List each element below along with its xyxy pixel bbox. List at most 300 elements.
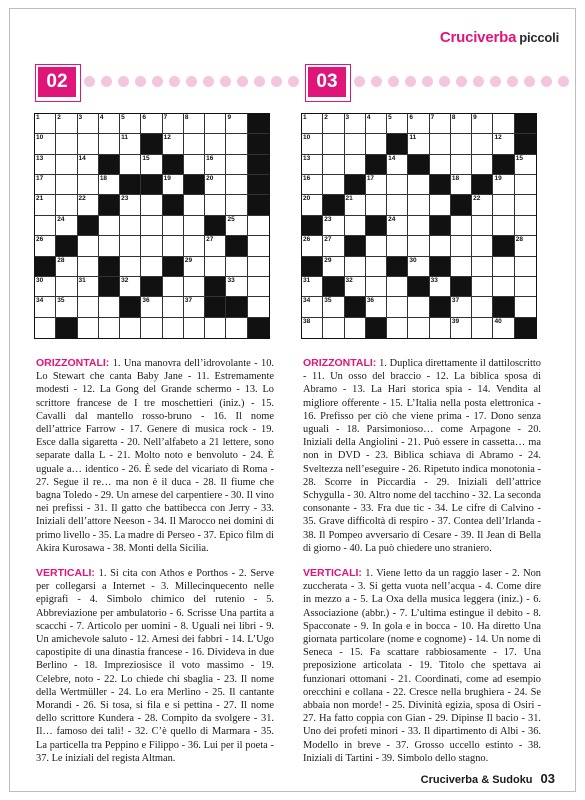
grid-cell[interactable] [141, 216, 162, 236]
dot-icon [456, 76, 467, 87]
clue-number: 19 [494, 175, 502, 183]
grid-cell[interactable] [35, 155, 56, 175]
black-square [366, 216, 387, 236]
grid-cell[interactable] [205, 155, 226, 175]
clue-number: 37 [184, 297, 193, 305]
grid-cell[interactable] [515, 297, 536, 317]
puzzle-number-badge: 02 [38, 67, 76, 97]
clue-number: 13 [303, 154, 311, 162]
clue-number: 29 [184, 256, 193, 264]
grid-cell[interactable] [163, 114, 184, 134]
grid-cell[interactable] [226, 134, 247, 154]
grid-cell[interactable] [120, 257, 141, 277]
grid-cell[interactable] [56, 195, 77, 215]
grid-cell[interactable] [205, 236, 226, 256]
grid-cell[interactable] [78, 297, 99, 317]
grid-cell[interactable] [78, 257, 99, 277]
grid-cell[interactable] [141, 114, 162, 134]
down-heading: VERTICALI: [303, 567, 362, 580]
dot-icon [169, 76, 180, 87]
grid-cell[interactable] [302, 195, 323, 215]
grid-cell[interactable] [302, 236, 323, 256]
grid-cell[interactable] [515, 277, 536, 297]
grid-cell[interactable] [345, 318, 366, 338]
dot-icon [84, 76, 95, 87]
grid-cell[interactable] [515, 257, 536, 277]
clue-number: 17 [366, 175, 375, 183]
grid-cell[interactable] [387, 195, 408, 215]
grid-cell[interactable] [515, 155, 536, 175]
grid-cell[interactable] [345, 277, 366, 297]
grid-cell[interactable] [248, 236, 269, 256]
grid-cell[interactable] [408, 236, 429, 256]
clue-number: 2 [324, 114, 328, 121]
grid-cell[interactable] [387, 297, 408, 317]
black-square [408, 155, 429, 175]
grid-cell[interactable] [56, 114, 77, 134]
grid-cell[interactable] [472, 277, 493, 297]
grid-cell[interactable] [120, 155, 141, 175]
grid-cell[interactable] [493, 216, 514, 236]
grid-cell[interactable] [205, 134, 226, 154]
grid-cell[interactable] [493, 134, 514, 154]
clue-number: 5 [388, 114, 392, 121]
grid-cell[interactable] [120, 195, 141, 215]
black-square [515, 318, 536, 338]
grid-cell[interactable] [472, 236, 493, 256]
dot-icon [439, 76, 450, 87]
grid-cell[interactable] [323, 155, 344, 175]
black-square [99, 277, 120, 297]
grid-cell[interactable] [184, 236, 205, 256]
grid-cell[interactable] [387, 155, 408, 175]
grid-cell[interactable] [35, 195, 56, 215]
grid-cell[interactable] [345, 114, 366, 134]
clue-number: 15 [142, 154, 150, 162]
grid-cell[interactable] [323, 236, 344, 256]
grid-cell[interactable] [56, 134, 77, 154]
black-square [366, 155, 387, 175]
black-square [493, 236, 514, 256]
black-square [323, 195, 344, 215]
grid-cell[interactable] [408, 297, 429, 317]
clue-number: 37 [451, 297, 460, 305]
grid-cell[interactable] [451, 318, 472, 338]
grid-cell[interactable] [430, 155, 451, 175]
grid-cell[interactable] [323, 297, 344, 317]
grid-cell[interactable] [226, 175, 247, 195]
black-square [248, 195, 269, 215]
clue-number: 25 [227, 215, 235, 223]
grid-cell[interactable] [515, 195, 536, 215]
grid-cell[interactable] [99, 175, 120, 195]
grid-cell[interactable] [163, 175, 184, 195]
dot-icon [507, 76, 518, 87]
grid-cell[interactable] [78, 236, 99, 256]
grid-cell[interactable] [302, 155, 323, 175]
grid-cell[interactable] [345, 195, 366, 215]
across-clues [303, 357, 541, 555]
grid-cell[interactable] [323, 257, 344, 277]
dot-icon [135, 76, 146, 87]
grid-cell[interactable] [163, 318, 184, 338]
black-square [248, 114, 269, 134]
grid-cell[interactable] [56, 216, 77, 236]
clue-number: 28 [515, 236, 523, 244]
grid-cell[interactable] [366, 257, 387, 277]
clue-number: 22 [473, 195, 481, 203]
dot-icon [254, 76, 265, 87]
grid-cell[interactable] [141, 257, 162, 277]
grid-cell[interactable] [387, 114, 408, 134]
clue-number: 4 [99, 114, 104, 121]
grid-cell[interactable] [184, 216, 205, 236]
black-square [120, 175, 141, 195]
grid-cell[interactable] [120, 277, 141, 297]
grid-cell[interactable] [141, 297, 162, 317]
grid-cell[interactable] [323, 175, 344, 195]
clue-number: 10 [36, 134, 44, 142]
grid-cell[interactable] [493, 318, 514, 338]
grid-cell[interactable] [226, 114, 247, 134]
clue-number: 21 [36, 195, 44, 203]
grid-cell[interactable] [408, 257, 429, 277]
clue-number: 30 [409, 256, 417, 264]
grid-cell[interactable] [56, 297, 77, 317]
grid-cell[interactable] [141, 318, 162, 338]
clue-number: 15 [515, 154, 523, 162]
clue-number: 26 [303, 236, 311, 244]
grid-cell[interactable] [366, 277, 387, 297]
grid-cell[interactable] [248, 277, 269, 297]
clue-number: 1 [303, 114, 307, 121]
black-square [451, 195, 472, 215]
grid-cell[interactable] [248, 216, 269, 236]
grid-cell[interactable] [78, 134, 99, 154]
down-clues [303, 567, 541, 765]
down-clues [36, 567, 274, 765]
down-text: 1. Viene letto da un raggio laser - 2. Non zuccherata - 3. Si getta vuota nell’acqua - 4. Come dire in mezzo a - 5. La Oxa della musica leggera (iniz.) - 6. Associazione (abbr.) - 7. L’ultima estingue il debito - 8. Spacconate - 9. In gola e in bocca - 10. Ha diretto Una giornata particolare (nome e cognome) - 14. Un nome di Seneca - 15. Fa scattare rabbiosamente - 17. Una preposizione articolata - 19. Titolo che spettava ai funzionari ottomani - 21. Coordinati, come ad esempio orecchini e collana - 22. Cresce nella brughiera - 24. Se abbaia non morde! - 25. Divinità egizia, sposa di Osiri - 27. Ha fatto coppia con Gian - 29. Dipinse Il bacio - 31. Uno dei profeti minori - 33. Il dipartimento di Albi - 36. Modello in breve - 37. Grosso uccello estinto - 38. Iniziali di Tartini - 39. Simbolo dello stagno. [303, 568, 541, 764]
grid-cell[interactable] [493, 114, 514, 134]
grid-cell[interactable] [451, 155, 472, 175]
grid-cell[interactable] [430, 114, 451, 134]
grid-cell[interactable] [184, 155, 205, 175]
grid-cell[interactable] [99, 318, 120, 338]
grid-cell[interactable] [493, 257, 514, 277]
grid-cell[interactable] [184, 195, 205, 215]
clue-number: 1 [36, 114, 40, 121]
grid-cell[interactable] [184, 114, 205, 134]
decorative-dots [354, 76, 569, 88]
grid-cell[interactable] [35, 134, 56, 154]
grid-cell[interactable] [302, 175, 323, 195]
clue-number: 29 [324, 256, 332, 264]
black-square [78, 216, 99, 236]
grid-cell[interactable] [35, 216, 56, 236]
black-square [141, 134, 162, 154]
grid-cell[interactable] [120, 134, 141, 154]
grid-cell[interactable] [226, 195, 247, 215]
grid-cell[interactable] [78, 195, 99, 215]
clue-number: 14 [78, 154, 86, 162]
grid-cell[interactable] [184, 134, 205, 154]
grid-cell[interactable] [515, 216, 536, 236]
grid-cell[interactable] [472, 216, 493, 236]
grid-cell[interactable] [451, 297, 472, 317]
grid-cell[interactable] [387, 277, 408, 297]
grid-cell[interactable] [226, 216, 247, 236]
black-square [302, 216, 323, 236]
grid-cell[interactable] [163, 297, 184, 317]
clue-number: 16 [303, 175, 311, 183]
black-square [163, 257, 184, 277]
grid-cell[interactable] [387, 236, 408, 256]
black-square [302, 257, 323, 277]
clue-number: 18 [451, 175, 460, 183]
clue-number: 12 [494, 134, 502, 142]
grid-cell[interactable] [387, 175, 408, 195]
clue-number: 24 [388, 215, 396, 223]
dot-icon [371, 76, 382, 87]
crossword-grid[interactable] [301, 113, 537, 339]
grid-cell[interactable] [472, 257, 493, 277]
dot-icon [237, 76, 248, 87]
grid-cell[interactable] [35, 318, 56, 338]
clue-number: 4 [366, 114, 371, 121]
black-square [226, 297, 247, 317]
grid-cell[interactable] [323, 318, 344, 338]
across-heading: ORIZZONTALI: [36, 357, 110, 369]
grid-cell[interactable] [35, 277, 56, 297]
grid-cell[interactable] [430, 277, 451, 297]
grid-cell[interactable] [163, 236, 184, 256]
grid-cell[interactable] [323, 114, 344, 134]
grid-cell[interactable] [472, 134, 493, 154]
grid-cell[interactable] [184, 318, 205, 338]
grid-cell[interactable] [163, 134, 184, 154]
grid-cell[interactable] [387, 318, 408, 338]
clue-number: 11 [409, 134, 417, 142]
clue-number: 30 [36, 276, 44, 284]
page-frame [9, 8, 576, 792]
grid-cell[interactable] [408, 175, 429, 195]
magazine-brand: Cruciverba [439, 29, 517, 46]
grid-cell[interactable] [35, 236, 56, 256]
black-square [184, 175, 205, 195]
dot-icon [473, 76, 484, 87]
grid-cell[interactable] [345, 216, 366, 236]
grid-cell[interactable] [184, 297, 205, 317]
grid-cell[interactable] [99, 297, 120, 317]
clue-number: 5 [121, 114, 125, 121]
grid-cell[interactable] [35, 114, 56, 134]
grid-cell[interactable] [408, 114, 429, 134]
grid-cell[interactable] [302, 114, 323, 134]
clue-number: 18 [99, 175, 108, 183]
clue-number: 39 [451, 317, 460, 325]
grid-cell[interactable] [78, 155, 99, 175]
grid-cell[interactable] [493, 175, 514, 195]
grid-cell[interactable] [302, 297, 323, 317]
grid-cell[interactable] [451, 114, 472, 134]
grid-cell[interactable] [141, 155, 162, 175]
grid-cell[interactable] [366, 236, 387, 256]
grid-cell[interactable] [226, 277, 247, 297]
grid-cell[interactable] [302, 318, 323, 338]
dot-icon [524, 76, 535, 87]
grid-cell[interactable] [205, 175, 226, 195]
grid-cell[interactable] [226, 318, 247, 338]
black-square [120, 297, 141, 317]
black-square [345, 175, 366, 195]
grid-cell[interactable] [366, 175, 387, 195]
grid-cell[interactable] [430, 236, 451, 256]
black-square [248, 155, 269, 175]
grid-cell[interactable] [451, 134, 472, 154]
grid-cell[interactable] [408, 216, 429, 236]
grid-cell[interactable] [205, 114, 226, 134]
clue-number: 9 [473, 114, 477, 121]
black-square [323, 277, 344, 297]
grid-cell[interactable] [387, 216, 408, 236]
clue-number: 32 [121, 276, 129, 284]
puzzle-number-badge: 03 [308, 67, 346, 97]
grid-cell[interactable] [56, 277, 77, 297]
black-square [430, 257, 451, 277]
grid-cell[interactable] [408, 195, 429, 215]
crossword-grid[interactable] [34, 113, 270, 339]
clue-number: 32 [345, 276, 353, 284]
grid-cell[interactable] [205, 257, 226, 277]
grid-cell[interactable] [78, 318, 99, 338]
clue-number: 8 [184, 114, 189, 121]
clue-number: 6 [409, 114, 413, 121]
grid-cell[interactable] [515, 175, 536, 195]
grid-cell[interactable] [226, 155, 247, 175]
clue-number: 24 [57, 215, 65, 223]
grid-cell[interactable] [366, 134, 387, 154]
grid-cell[interactable] [78, 277, 99, 297]
grid-cell[interactable] [472, 114, 493, 134]
grid-cell[interactable] [163, 277, 184, 297]
dot-icon [541, 76, 552, 87]
black-square [226, 236, 247, 256]
grid-cell[interactable] [141, 195, 162, 215]
clue-number: 33 [227, 276, 235, 284]
grid-cell[interactable] [99, 114, 120, 134]
clue-number: 8 [451, 114, 456, 121]
grid-cell[interactable] [184, 277, 205, 297]
grid-cell[interactable] [226, 257, 247, 277]
clue-number: 21 [345, 195, 353, 203]
clue-number: 16 [206, 154, 214, 162]
clue-number: 23 [324, 215, 332, 223]
grid-cell[interactable] [56, 155, 77, 175]
grid-cell[interactable] [430, 318, 451, 338]
grid-cell[interactable] [515, 236, 536, 256]
clue-number: 31 [303, 276, 311, 284]
black-square [163, 155, 184, 175]
dot-icon [186, 76, 197, 87]
grid-cell[interactable] [472, 297, 493, 317]
page-number: 03 [540, 771, 555, 786]
grid-cell[interactable] [99, 236, 120, 256]
grid-cell[interactable] [408, 134, 429, 154]
grid-cell[interactable] [472, 195, 493, 215]
clue-number: 6 [142, 114, 146, 121]
grid-cell[interactable] [430, 195, 451, 215]
grid-cell[interactable] [323, 134, 344, 154]
grid-cell[interactable] [366, 297, 387, 317]
black-square [515, 134, 536, 154]
grid-cell[interactable] [78, 175, 99, 195]
grid-cell[interactable] [408, 318, 429, 338]
clue-number: 9 [227, 114, 232, 121]
grid-cell[interactable] [430, 134, 451, 154]
grid-cell[interactable] [78, 114, 99, 134]
grid-cell[interactable] [345, 134, 366, 154]
dot-icon [354, 76, 365, 87]
grid-cell[interactable] [99, 216, 120, 236]
grid-cell[interactable] [99, 134, 120, 154]
grid-cell[interactable] [184, 257, 205, 277]
clue-number: 17 [36, 175, 44, 183]
black-square [248, 318, 269, 338]
grid-cell[interactable] [302, 277, 323, 297]
black-square [35, 257, 56, 277]
grid-cell[interactable] [345, 257, 366, 277]
footer-label: Cruciverba & Sudoku [420, 774, 533, 786]
black-square [345, 236, 366, 256]
grid-cell[interactable] [345, 155, 366, 175]
grid-cell[interactable] [141, 236, 162, 256]
grid-cell[interactable] [366, 195, 387, 215]
grid-cell[interactable] [493, 277, 514, 297]
grid-cell[interactable] [472, 318, 493, 338]
grid-cell[interactable] [35, 175, 56, 195]
magazine-title [440, 29, 559, 46]
grid-cell[interactable] [451, 236, 472, 256]
clue-number: 31 [78, 276, 86, 284]
grid-cell[interactable] [56, 175, 77, 195]
clue-number: 35 [324, 297, 332, 305]
black-square [515, 114, 536, 134]
magazine-subtitle: piccoli [519, 30, 559, 45]
grid-cell[interactable] [120, 236, 141, 256]
clue-number: 27 [324, 236, 332, 244]
grid-cell[interactable] [302, 134, 323, 154]
grid-cell[interactable] [472, 155, 493, 175]
grid-cell[interactable] [248, 297, 269, 317]
grid-cell[interactable] [120, 216, 141, 236]
grid-cell[interactable] [248, 257, 269, 277]
grid-cell[interactable] [451, 216, 472, 236]
grid-cell[interactable] [451, 175, 472, 195]
grid-cell[interactable] [56, 257, 77, 277]
grid-cell[interactable] [493, 195, 514, 215]
grid-cell[interactable] [120, 318, 141, 338]
grid-cell[interactable] [451, 257, 472, 277]
grid-cell[interactable] [205, 318, 226, 338]
clue-number: 34 [303, 297, 311, 305]
grid-cell[interactable] [323, 216, 344, 236]
grid-cell[interactable] [366, 114, 387, 134]
dot-icon [490, 76, 501, 87]
grid-cell[interactable] [35, 297, 56, 317]
grid-cell[interactable] [120, 114, 141, 134]
grid-cell[interactable] [163, 216, 184, 236]
grid-cell[interactable] [205, 195, 226, 215]
